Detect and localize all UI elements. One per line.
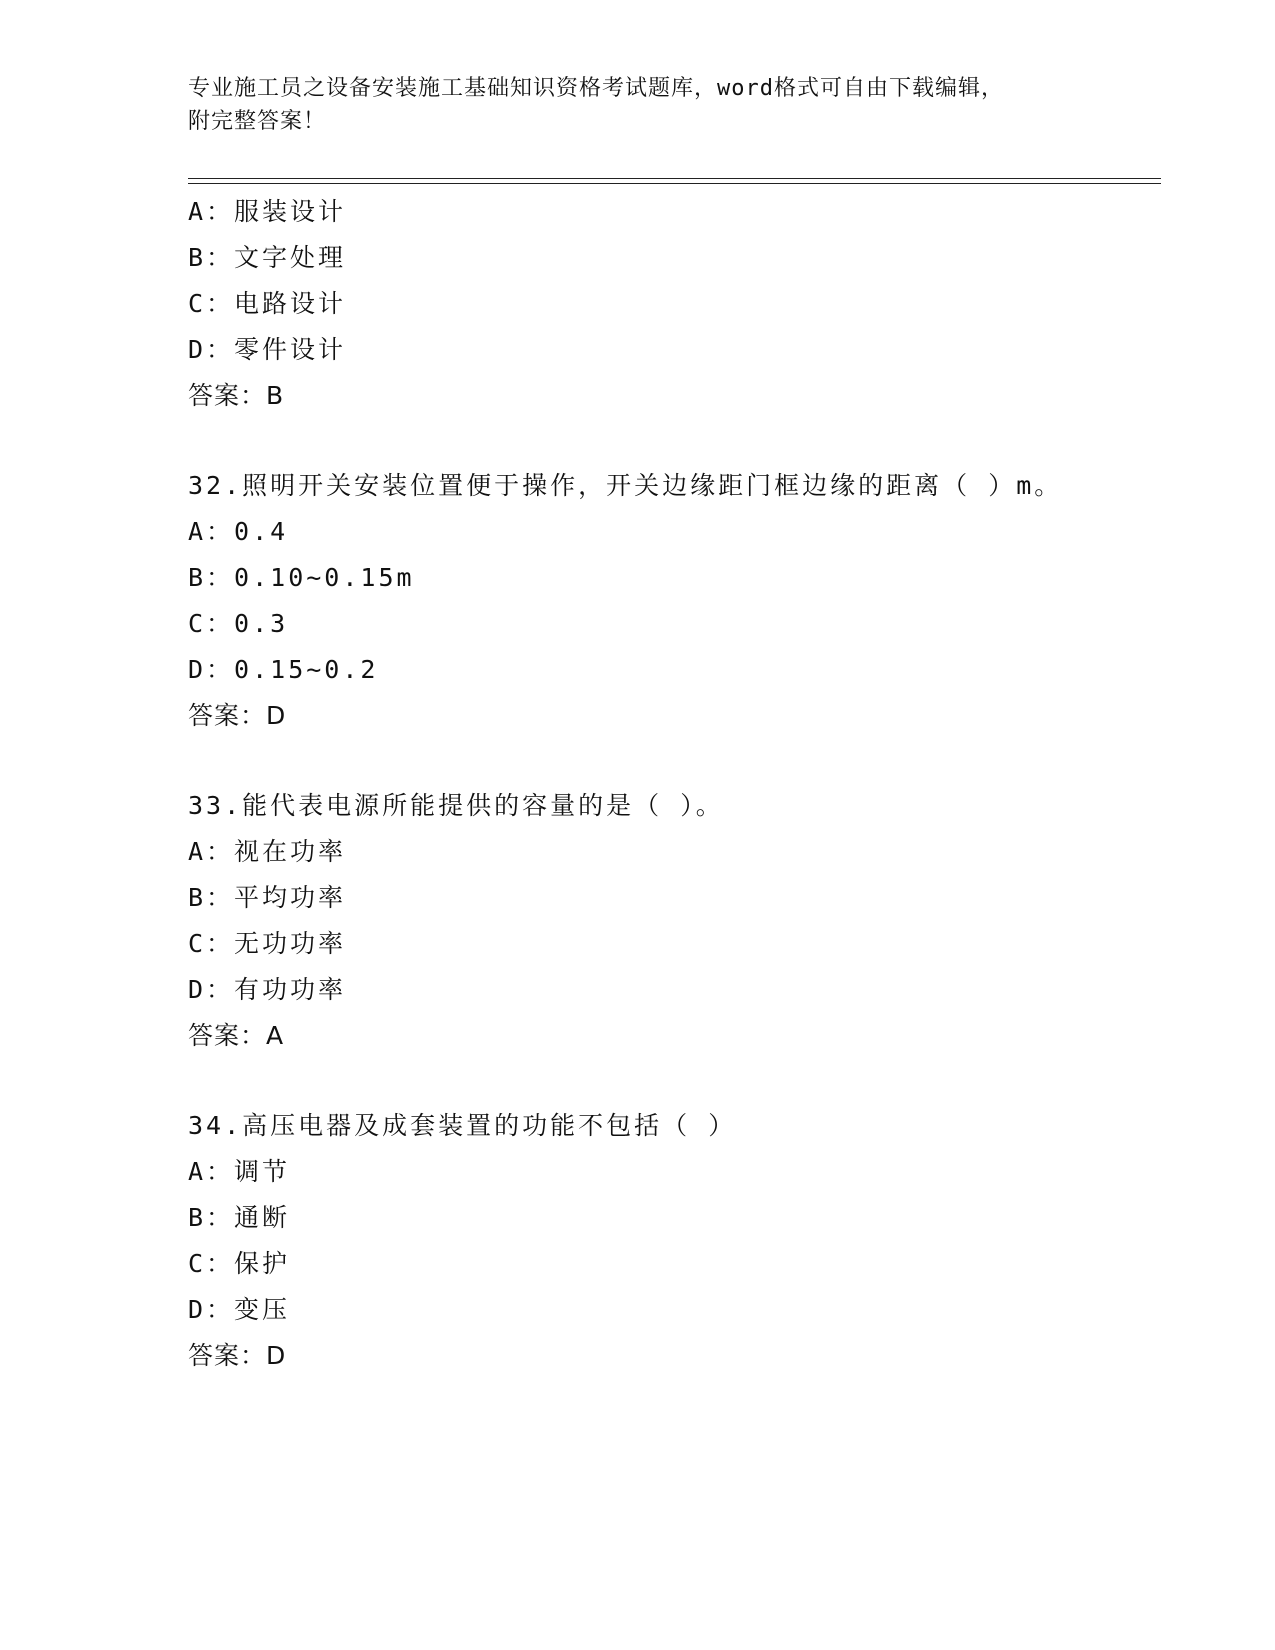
option-b: B：文字处理 <box>188 243 347 272</box>
option-c: C：保护 <box>188 1249 291 1278</box>
option-a: A：调节 <box>188 1157 291 1186</box>
answer-line: 答案：A <box>188 1021 285 1050</box>
header-divider-top <box>188 178 1161 179</box>
option-c: C：0.3 <box>188 609 289 638</box>
option-d: D：0.15~0.2 <box>188 655 379 684</box>
answer-line: 答案：B <box>188 381 285 410</box>
option-a: A：视在功率 <box>188 837 347 866</box>
question-text: 32.照明开关安装位置便于操作，开关边缘距门框边缘的距离（ ）m。 <box>188 471 1063 500</box>
option-d: D：变压 <box>188 1295 291 1324</box>
spacer <box>188 739 1168 783</box>
option-c: C：无功功率 <box>188 929 347 958</box>
answer-line: 答案：D <box>188 701 287 730</box>
option-b: B：平均功率 <box>188 883 347 912</box>
option-c: C：电路设计 <box>188 289 347 318</box>
header-line-2: 附完整答案！ <box>188 109 327 134</box>
option-a: A：服装设计 <box>188 197 347 226</box>
question-block-31 <box>188 189 1168 419</box>
question-block-33 <box>188 783 1168 1059</box>
spacer <box>188 419 1168 463</box>
option-d: D：有功功率 <box>188 975 347 1004</box>
question-block-32 <box>188 463 1168 739</box>
option-d: D：零件设计 <box>188 335 347 364</box>
document-header <box>188 72 1088 138</box>
question-block-34 <box>188 1103 1168 1379</box>
question-text: 34.高压电器及成套装置的功能不包括（ ） <box>188 1111 737 1140</box>
option-a: A：0.4 <box>188 517 289 546</box>
answer-line: 答案：D <box>188 1341 287 1370</box>
option-b: B：通断 <box>188 1203 291 1232</box>
question-list <box>188 189 1168 1379</box>
question-text: 33.能代表电源所能提供的容量的是（ ）。 <box>188 791 724 820</box>
option-b: B：0.10~0.15m <box>188 563 415 592</box>
header-divider-bottom <box>188 183 1161 184</box>
header-line-1: 专业施工员之设备安装施工基础知识资格考试题库，word格式可自由下载编辑， <box>188 76 1004 101</box>
spacer <box>188 1059 1168 1103</box>
